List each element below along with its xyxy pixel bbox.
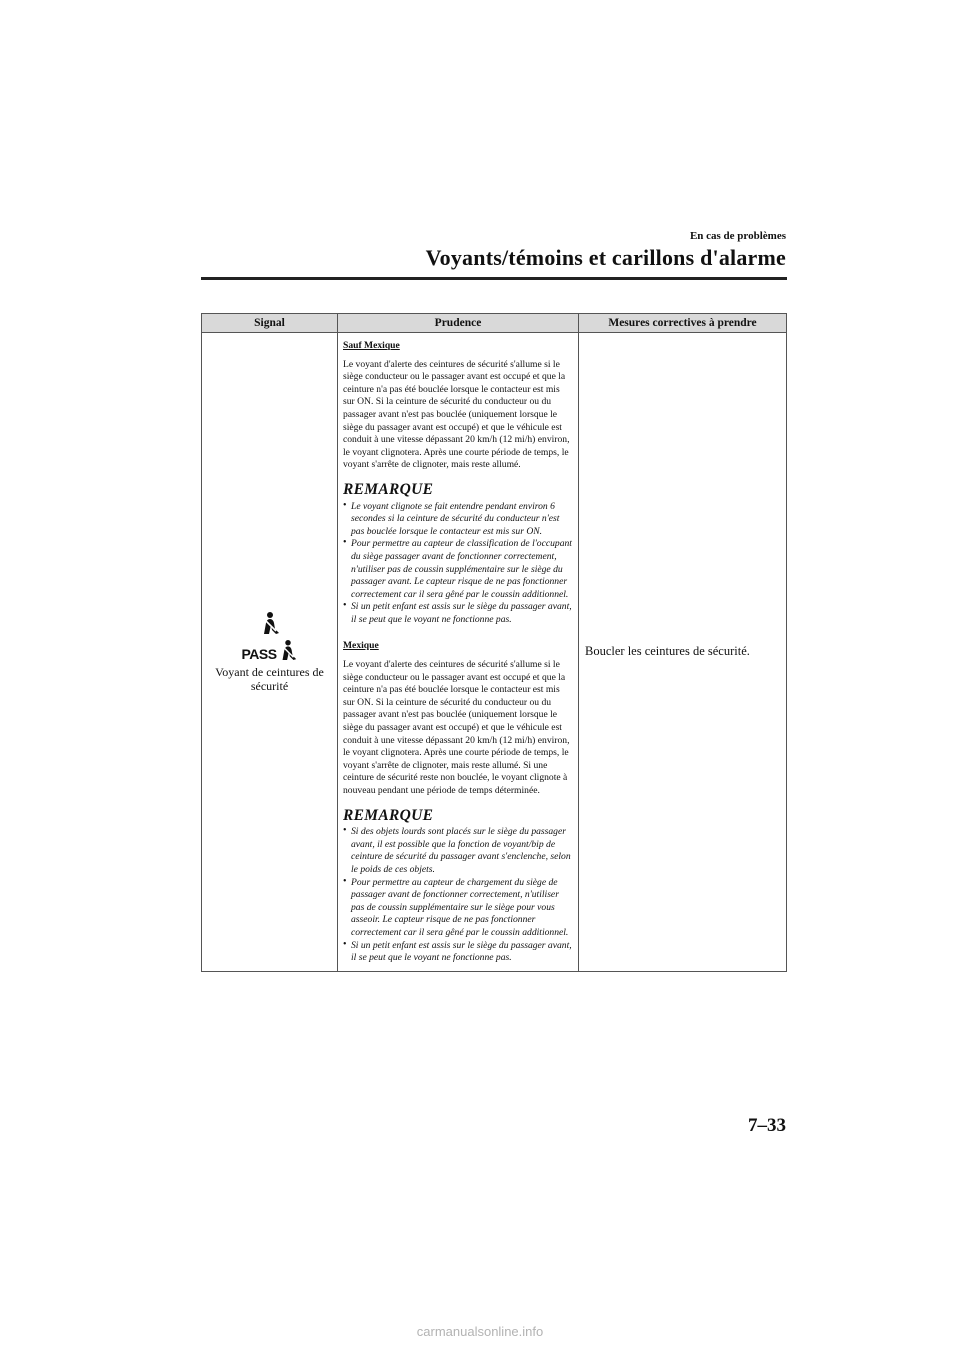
section-label: En cas de problèmes — [689, 230, 786, 242]
mesures-cell: Boucler les ceintures de sécurité. — [579, 333, 787, 972]
signal-icons — [206, 611, 333, 693]
title-rule — [201, 277, 787, 280]
pass-icon-row — [241, 639, 297, 661]
list-item: • Si un petit enfant est assis sur le siège du passager avant, il se peut que le voyant ne fonctionne pas. — [343, 940, 573, 965]
remarque-heading: REMARQUE — [343, 806, 434, 824]
remarque-heading: REMARQUE — [343, 480, 434, 498]
mexique-paragraph: Le voyant d'alerte des ceintures de sécurité s'allume si le siège conducteur ou le passager avant est occupé et que la ceinture n'a pas été bouclée lorsque le contacteur est mis sur ON. Si la ceinture de sécurité du conducteur ou du passager avant n'est pas bouclée (uniquement lorsque le siège du passager avant est occupé) et que le véhicule est conduit à une vitesse dépassant 20 km/h (12 mi/h) environ, le voyant clignotera. Après une courte période de temps, le voyant s'arrête de clignoter, mais reste allumé. Si une ceinture de sécurité reste non bouclée, le voyant clignote à nouveau pendant une période de temps déterminée. — [343, 659, 570, 796]
pass-text: PASS — [241, 645, 277, 662]
remarque-notes — [343, 826, 573, 965]
sauf-mexique-paragraph: Le voyant d'alerte des ceintures de sécurité s'allume si le siège conducteur ou le passager avant est occupé et que la ceinture n'a pas été bouclée lorsque le contacteur est mis sur ON. Si la ceinture de sécurité du conducteur ou du passager avant n'est pas bouclée (uniquement lorsque le siège du passager avant est occupé) et que le véhicule est conduit à une vitesse dépassant 20 km/h (12 mi/h) environ, le voyant clignotera. Après une courte période de temps, le voyant s'arrête de clignoter, mais reste allumé. — [343, 358, 570, 471]
header-signal: Signal — [202, 314, 338, 333]
header-mesures: Mesures correctives à prendre — [579, 314, 787, 333]
list-item: • Le voyant clignote se fait entendre pendant environ 6 secondes si la ceinture de sécurité du conducteur n'est pas bouclée lorsque le contacteur est mis sur ON. — [343, 501, 573, 539]
list-item: • Si des objets lourds sont placés sur le siège du passager avant, il est possible que la fonction de voyant/bip de ceinture de sécurité du passager avant s'enclenche, selon le poids de ces objets. — [343, 826, 573, 876]
footer-watermark: carmanualsonline.info — [416, 1324, 544, 1339]
table-row — [202, 333, 787, 972]
prudence-cell — [338, 333, 579, 972]
header-prudence: Prudence — [338, 314, 579, 333]
warning-lights-table — [201, 313, 787, 972]
passenger-seatbelt-warning-icon — [278, 639, 298, 661]
list-item: • Pour permettre au capteur de classification de l'occupant du siège passager avant de fonctionner correctement, n'utiliser pas de coussin supplémentaire sur le siège du passager avant. Le capteur risque de ne pas fonctionner correctement car il sera gêné par le coussin additionnel. — [343, 538, 573, 601]
mexique-heading: Mexique — [343, 640, 379, 652]
signal-cell — [202, 333, 338, 972]
remarque-notes — [343, 501, 573, 627]
list-item: • Si un petit enfant est assis sur le siège du passager avant, il se peut que le voyant ne fonctionne pas. — [343, 601, 573, 626]
seatbelt-warning-icon — [259, 611, 281, 635]
table-header-row — [202, 314, 787, 333]
signal-label-line1: Voyant de ceintures de — [215, 664, 324, 679]
sauf-mexique-heading: Sauf Mexique — [343, 340, 400, 351]
list-item: • Pour permettre au capteur de chargement du siège de passager avant de fonctionner correctement, n'utiliser pas de coussin supplémentaire sur le siège pour vous asseoir. Le capteur risque de ne pas fonctionner correctement car il sera gêné par le coussin additionnel. — [343, 877, 573, 940]
page-number: 7–33 — [748, 1115, 786, 1136]
page-title: Voyants/témoins et carillons d'alarme — [425, 245, 786, 270]
signal-label-line2: sécurité — [250, 678, 289, 693]
